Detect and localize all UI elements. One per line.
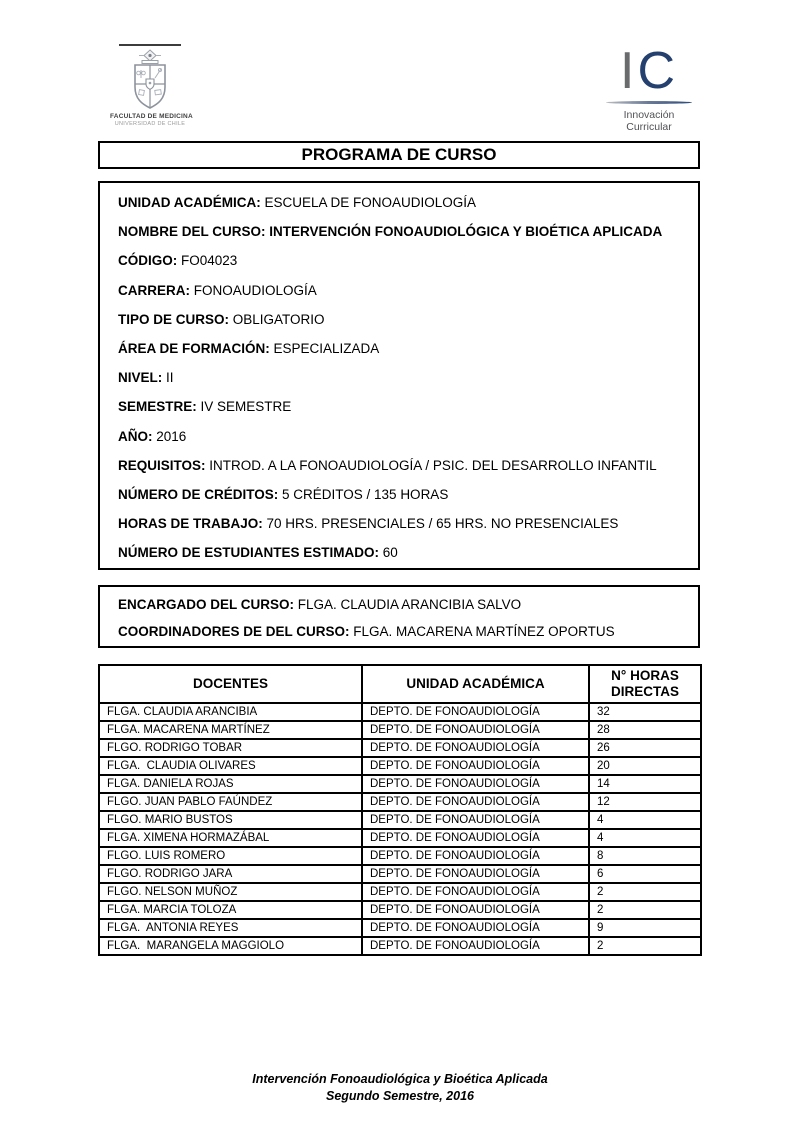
table-row	[99, 703, 701, 721]
table-row	[99, 739, 701, 757]
course-info-box	[98, 181, 700, 570]
academic-unit-cell: DEPTO. DE FONOAUDIOLOGÍA	[362, 829, 589, 847]
field-value: II	[162, 370, 174, 386]
footer-course-name: Intervención Fonoaudiológica y Bioética Aplicada	[252, 1072, 548, 1086]
teachers-table	[98, 664, 702, 956]
teachers-table-body	[99, 703, 701, 955]
field-coordinadores-de-del-curso	[118, 618, 680, 645]
field-value: INTERVENCIÓN FONOAUDIOLÓGICA Y BIOÉTICA APLICADA	[265, 224, 663, 240]
teacher-name-cell: FLGA. DANIELA ROJAS	[99, 775, 362, 793]
direct-hours-cell: 2	[589, 883, 701, 901]
teacher-name-cell: FLGA. MACARENA MARTÍNEZ	[99, 721, 362, 739]
field-numero-de-estudiantes-estimado	[118, 538, 680, 567]
table-row	[99, 829, 701, 847]
field-value: 70 HRS. PRESENCIALES / 65 HRS. NO PRESENCIALES	[262, 516, 619, 532]
field-label: CÓDIGO:	[118, 253, 178, 269]
course-staff-box	[98, 585, 700, 648]
teacher-name-cell: FLGA. XIMENA HORMAZÁBAL	[99, 829, 362, 847]
field-label: COORDINADORES DE DEL CURSO:	[118, 624, 350, 639]
field-ano	[118, 422, 680, 451]
direct-hours-cell: 28	[589, 721, 701, 739]
field-label: NOMBRE DEL CURSO:	[118, 224, 266, 240]
direct-hours-cell: 9	[589, 919, 701, 937]
field-label: AÑO:	[118, 428, 153, 444]
teacher-name-cell: FLGA. CLAUDIA OLIVARES	[99, 757, 362, 775]
field-value: INTROD. A LA FONOAUDIOLOGÍA / PSIC. DEL DESARROLLO INFANTIL	[205, 457, 657, 473]
direct-hours-cell: 2	[589, 937, 701, 955]
facultad-medicina-logo	[110, 44, 193, 128]
ic-subtitle-line1: Innovación	[623, 109, 675, 121]
field-encargado-del-curso	[118, 591, 680, 618]
field-nombre-del-curso	[118, 217, 680, 246]
table-row	[99, 811, 701, 829]
field-unidad-academica	[118, 188, 680, 217]
table-row	[99, 937, 701, 955]
field-value: IV SEMESTRE	[196, 399, 292, 415]
field-value: FO04023	[177, 253, 238, 269]
university-crest-icon	[126, 49, 174, 111]
direct-hours-cell: 4	[589, 829, 701, 847]
field-label: CARRERA:	[118, 282, 190, 298]
footer-semester: Segundo Semestre, 2016	[326, 1089, 474, 1103]
field-label: REQUISITOS:	[118, 457, 206, 473]
table-row	[99, 793, 701, 811]
academic-unit-cell: DEPTO. DE FONOAUDIOLOGÍA	[362, 901, 589, 919]
ic-logo-icon	[606, 42, 692, 100]
teacher-name-cell: FLGO. LUIS ROMERO	[99, 847, 362, 865]
field-value: OBLIGATORIO	[229, 311, 325, 327]
direct-hours-cell: 14	[589, 775, 701, 793]
ic-logo-rule	[606, 101, 692, 104]
academic-unit-cell: DEPTO. DE FONOAUDIOLOGÍA	[362, 793, 589, 811]
direct-hours-cell: 12	[589, 793, 701, 811]
document-footer	[0, 1071, 800, 1105]
teacher-name-cell: FLGA. MARANGELA MAGGIOLO	[99, 937, 362, 955]
field-label: NIVEL:	[118, 370, 163, 386]
academic-unit-cell: DEPTO. DE FONOAUDIOLOGÍA	[362, 703, 589, 721]
academic-unit-cell: DEPTO. DE FONOAUDIOLOGÍA	[362, 811, 589, 829]
field-value: 2016	[152, 428, 187, 444]
field-label: HORAS DE TRABAJO:	[118, 516, 263, 532]
column-header-horas-directas: N° HORAS DIRECTAS	[589, 665, 701, 703]
teacher-name-cell: FLGO. NELSON MUÑOZ	[99, 883, 362, 901]
field-label: TIPO DE CURSO:	[118, 311, 230, 327]
academic-unit-cell: DEPTO. DE FONOAUDIOLOGÍA	[362, 919, 589, 937]
ic-subtitle-line2: Curricular	[626, 121, 672, 133]
academic-unit-cell: DEPTO. DE FONOAUDIOLOGÍA	[362, 775, 589, 793]
field-area-de-formacion	[118, 334, 680, 363]
direct-hours-cell: 8	[589, 847, 701, 865]
academic-unit-cell: DEPTO. DE FONOAUDIOLOGÍA	[362, 739, 589, 757]
table-row	[99, 775, 701, 793]
field-nivel	[118, 363, 680, 392]
teacher-name-cell: FLGO. JUAN PABLO FAÚNDEZ	[99, 793, 362, 811]
field-label: SEMESTRE:	[118, 399, 197, 415]
field-label: ÁREA DE FORMACIÓN:	[118, 341, 270, 357]
direct-hours-cell: 32	[589, 703, 701, 721]
field-value: 60	[379, 545, 398, 561]
field-numero-de-creditos	[118, 480, 680, 509]
field-value: FONOAUDIOLOGÍA	[190, 282, 317, 298]
field-value: FLGA. CLAUDIA ARANCIBIA SALVO	[294, 597, 522, 612]
direct-hours-cell: 2	[589, 901, 701, 919]
ic-logo-subtitle	[606, 109, 692, 133]
academic-unit-cell: DEPTO. DE FONOAUDIOLOGÍA	[362, 721, 589, 739]
field-horas-de-trabajo	[118, 509, 680, 538]
teacher-name-cell: FLGA. MARCIA TOLOZA	[99, 901, 362, 919]
field-value: ESCUELA DE FONOAUDIOLOGÍA	[260, 195, 477, 210]
table-row	[99, 757, 701, 775]
document-title: PROGRAMA DE CURSO	[98, 141, 700, 169]
field-carrera	[118, 276, 680, 305]
field-label: NÚMERO DE ESTUDIANTES ESTIMADO:	[118, 545, 380, 561]
table-row	[99, 901, 701, 919]
table-row	[99, 883, 701, 901]
teacher-name-cell: FLGO. RODRIGO JARA	[99, 865, 362, 883]
ic-letter-c: C	[637, 42, 678, 100]
direct-hours-cell: 26	[589, 739, 701, 757]
teacher-name-cell: FLGO. MARIO BUSTOS	[99, 811, 362, 829]
field-label: ENCARGADO DEL CURSO:	[118, 597, 295, 612]
column-header-unidad-academica: UNIDAD ACADÉMICA	[362, 665, 589, 703]
academic-unit-cell: DEPTO. DE FONOAUDIOLOGÍA	[362, 847, 589, 865]
table-row	[99, 847, 701, 865]
table-row	[99, 865, 701, 883]
faculty-name-text: FACULTAD DE MEDICINA	[110, 113, 193, 120]
innovacion-curricular-logo	[606, 42, 692, 133]
teacher-name-cell: FLGO. RODRIGO TOBAR	[99, 739, 362, 757]
table-row	[99, 721, 701, 739]
direct-hours-cell: 20	[589, 757, 701, 775]
field-value: ESPECIALIZADA	[269, 341, 380, 357]
academic-unit-cell: DEPTO. DE FONOAUDIOLOGÍA	[362, 865, 589, 883]
direct-hours-cell: 4	[589, 811, 701, 829]
field-label: UNIDAD ACADÉMICA:	[118, 195, 261, 210]
academic-unit-cell: DEPTO. DE FONOAUDIOLOGÍA	[362, 937, 589, 955]
university-name-text: UNIVERSIDAD DE CHILE	[114, 121, 186, 127]
field-value: FLGA. MACARENA MARTÍNEZ OPORTUS	[349, 624, 615, 639]
table-header-row	[99, 665, 701, 703]
academic-unit-cell: DEPTO. DE FONOAUDIOLOGÍA	[362, 883, 589, 901]
field-tipo-de-curso	[118, 305, 680, 334]
logo-top-rule	[119, 44, 181, 46]
direct-hours-cell: 6	[589, 865, 701, 883]
field-codigo	[118, 246, 680, 275]
table-row	[99, 919, 701, 937]
field-value: 5 CRÉDITOS / 135 HORAS	[278, 487, 449, 503]
field-semestre	[118, 392, 680, 421]
field-requisitos	[118, 451, 680, 480]
teacher-name-cell: FLGA. CLAUDIA ARANCIBIA	[99, 703, 362, 721]
field-label: NÚMERO DE CRÉDITOS:	[118, 487, 279, 503]
academic-unit-cell: DEPTO. DE FONOAUDIOLOGÍA	[362, 757, 589, 775]
teacher-name-cell: FLGA. ANTONIA REYES	[99, 919, 362, 937]
ic-letter-i: I	[619, 42, 638, 100]
column-header-docentes: DOCENTES	[99, 665, 362, 703]
